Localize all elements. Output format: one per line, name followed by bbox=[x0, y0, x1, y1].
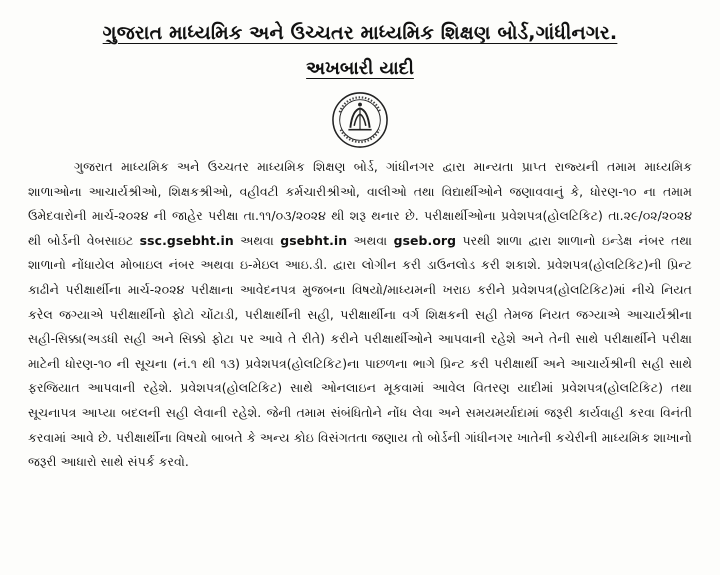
notice-text-part-4: પરથી શાળા દ્વારા શાળાનો ઇન્ડેક્ષ નંબર તથા શાળાનો નોંધાયેલ મોબાઇલ નંબર અથવા ઇ-મેઇલ આઇ.ડી. દ્વારા લોગીન કરી ડાઉનલોડ કરી શકાશે. પ્રવેશપત્ર(હોલટિકિટ)ની પ્રિન્ટ કાઢીને પરીક્ષાર્થીના માર્ચ-૨૦૨૪ પરીક્ષાના આવેદનપત્ર મુજબના વિષયો/માધ્યમની ખરાઇ કરીને પ્રવેશપત્ર(હોલટિકિટ)માં નીચે નિયત કરેલ જગ્યાએ પરીક્ષાર્થીનો ફોટો ચોંટાડી, પરીક્ષાર્થીની સહી, પરીક્ષાર્થીના વર્ગ શિક્ષકની સહી તેમજ નિયત જગ્યાએ આચાર્યશ્રીના સહી-સિક્કા(અડધી સહી અને સિક્કો ફોટા પર આવે તે રીતે) કરીને પરીક્ષાર્થીઓને આપવાની રહેશે અને તેની સાથે પરીક્ષાર્થીને પરીક્ષા માટેની ધોરણ-૧૦ ની સૂચના (નં.૧ થી ૧૩) પ્રવેશપત્ર(હોલટિકિટ)ના પાછળના ભાગે પ્રિન્ટ કરી પરીક્ષાર્થી અને આચાર્યશ્રીની સહી સાથે ફરજિયાત આપવાની રહેશે. પ્રવેશપત્ર(હોલટિકિટ) સાથે ઓનલાઇન મૂકવામાં આવેલ વિતરણ યાદીમાં પ્રવેશપત્ર(હોલટિકિટ) તથા સૂચનાપત્ર આપ્યા બદલની સહી લેવાની રહેશે. જેની તમામ સંબંધિતોને નોંધ લેવા અને સમયમર્યાદામાં જરૂરી કાર્યવાહી કરવા વિનંતી કરવામાં આવે છે. પરીક્ષાર્થીના વિષયો બાબતે કે અન્ય કોઇ વિસંગતતા જણાય તો બોર્ડની ગાંધીનગર ખાતેની કચેરીની માધ્યમિક શાખાનો જરૂરી આધારો સાથે સંપર્ક કરવો. bbox=[28, 232, 693, 470]
website-link-gseb[interactable]: gseb.org bbox=[393, 232, 457, 248]
board-seal-icon bbox=[331, 91, 389, 149]
press-release-heading: અખબારી યાદી bbox=[306, 58, 414, 79]
website-link-gsebht[interactable]: gsebht.in bbox=[280, 232, 348, 248]
notice-text-part-2: અથવા bbox=[233, 232, 281, 248]
board-title: ગુજરાત માધ્યમિક અને ઉચ્ચતર માધ્યમિક શિક્ષણ બોર્ડ,ગાંધીનગર. bbox=[102, 22, 618, 44]
notice-body bbox=[28, 155, 692, 475]
notice-text-part-3: અથવા bbox=[347, 232, 394, 248]
website-link-ssc[interactable]: ssc.gsebht.in bbox=[139, 232, 234, 248]
seal-container bbox=[28, 91, 692, 149]
notice-text-part-1: ગુજરાત માધ્યમિક અને ઉચ્ચતર માધ્યમિક શિક્ષણ બોર્ડ, ગાંધીનગર દ્વારા માન્યતા પ્રાપ્ત રાજ્યની તમામ માધ્યમિક શાળાઓના આચાર્યશ્રીઓ, શિક્ષકશ્રીઓ, વહીવટી કર્મચારીશ્રીઓ, વાલીઓ તથા વિદ્યાર્થીઓને જણાવવાનું કે, ધોરણ-૧૦ ના તમામ ઉમેદવારોની માર્ચ-૨૦૨૪ ની જાહેર પરીક્ષા તા.૧૧/૦૩/૨૦૨૪ થી શરૂ થનાર છે. પરીક્ષાર્થીઓના પ્રવેશપત્ર(હોલટિકિટ) તા.૨૯/૦૨/૨૦૨૪ થી બોર્ડની વેબસાઇટ bbox=[28, 159, 692, 248]
